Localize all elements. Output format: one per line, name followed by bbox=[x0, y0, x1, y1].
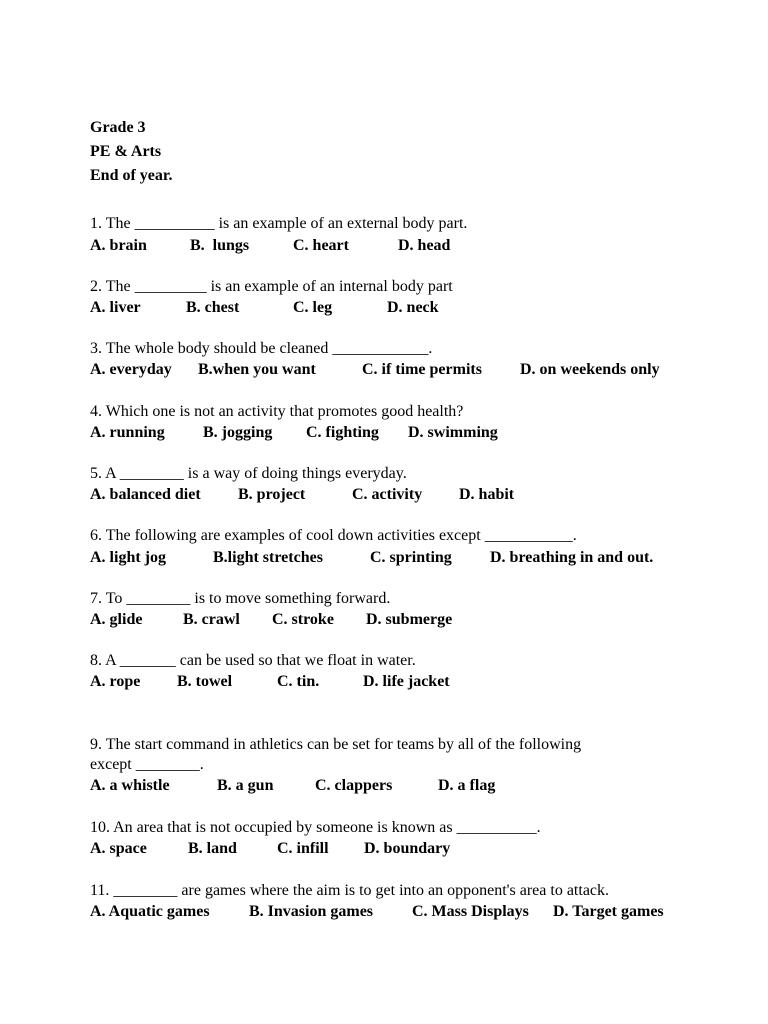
question-7-option-a: A. glide bbox=[90, 611, 143, 628]
question-10-text: 10. An area that is not occupied by someone is known as __________. bbox=[90, 819, 541, 836]
question-2-text: 2. The _________ is an example of an internal body part bbox=[90, 278, 453, 295]
question-3-option-c: C. if time permits bbox=[362, 361, 482, 378]
question-9-option-d: D. a flag bbox=[438, 777, 496, 794]
question-8-option-d: D. life jacket bbox=[363, 673, 450, 690]
question-3-text: 3. The whole body should be cleaned ____________. bbox=[90, 340, 433, 357]
question-4-option-a: A. running bbox=[90, 424, 165, 441]
question-7-text: 7. To ________ is to move something forward. bbox=[90, 590, 391, 607]
question-5-text: 5. A ________ is a way of doing things everyday. bbox=[90, 465, 407, 482]
question-6-option-a: A. light jog bbox=[90, 549, 166, 566]
question-2-option-a: A. liver bbox=[90, 299, 141, 316]
question-2-option-b: B. chest bbox=[186, 299, 240, 316]
grade-heading: Grade 3 bbox=[90, 119, 146, 136]
question-9-option-a: A. a whistle bbox=[90, 777, 170, 794]
question-7-option-b: B. crawl bbox=[183, 611, 240, 628]
question-11-option-d: D. Target games bbox=[553, 903, 664, 920]
question-11-option-b: B. Invasion games bbox=[249, 903, 374, 920]
question-8-option-c: C. tin. bbox=[277, 673, 320, 690]
question-10-option-a: A. space bbox=[90, 840, 147, 857]
question-11-option-c: C. Mass Displays bbox=[412, 903, 529, 920]
question-6-text: 6. The following are examples of cool down activities except ___________. bbox=[90, 527, 577, 544]
question-9-text-continued: except ________. bbox=[90, 756, 204, 773]
question-10-option-d: D. boundary bbox=[364, 840, 451, 857]
question-8-text: 8. A _______ can be used so that we float in water. bbox=[90, 652, 416, 669]
question-7-option-c: C. stroke bbox=[272, 611, 334, 628]
question-11-text: 11. ________ are games where the aim is to get into an opponent's area to attack. bbox=[90, 882, 610, 899]
question-4-text: 4. Which one is not an activity that promotes good health? bbox=[90, 403, 464, 420]
question-2-option-d: D. neck bbox=[387, 299, 439, 316]
question-4-option-d: D. swimming bbox=[408, 424, 498, 441]
question-1-text: 1. The __________ is an example of an external body part. bbox=[90, 215, 468, 232]
question-9-option-b: B. a gun bbox=[217, 777, 274, 794]
question-8-option-a: A. rope bbox=[90, 673, 141, 690]
question-9-text: 9. The start command in athletics can be set for teams by all of the following bbox=[90, 736, 582, 753]
question-6-option-c: C. sprinting bbox=[370, 549, 452, 566]
question-5-option-c: C. activity bbox=[352, 486, 423, 503]
question-10-option-b: B. land bbox=[188, 840, 237, 857]
question-2-option-c: C. leg bbox=[293, 299, 333, 316]
question-1-option-a: A. brain bbox=[90, 237, 147, 254]
question-3-option-d: D. on weekends only bbox=[520, 361, 660, 378]
question-6-option-b: B.light stretches bbox=[213, 549, 323, 566]
question-10-option-c: C. infill bbox=[277, 840, 329, 857]
question-5-option-b: B. project bbox=[238, 486, 306, 503]
question-7-option-d: D. submerge bbox=[366, 611, 453, 628]
question-5-option-a: A. balanced diet bbox=[90, 486, 201, 503]
question-8-option-b: B. towel bbox=[177, 673, 233, 690]
question-1-option-b: B. lungs bbox=[190, 237, 250, 254]
subject-heading: PE & Arts bbox=[90, 143, 162, 160]
question-5-option-d: D. habit bbox=[459, 486, 515, 503]
question-1-option-c: C. heart bbox=[293, 237, 349, 254]
question-4-option-b: B. jogging bbox=[203, 424, 273, 441]
question-9-option-c: C. clappers bbox=[315, 777, 393, 794]
term-heading: End of year. bbox=[90, 167, 173, 184]
question-1-option-d: D. head bbox=[398, 237, 451, 254]
question-6-option-d: D. breathing in and out. bbox=[490, 549, 654, 566]
question-4-option-c: C. fighting bbox=[306, 424, 379, 441]
question-3-option-a: A. everyday bbox=[90, 361, 172, 378]
question-11-option-a: A. Aquatic games bbox=[90, 903, 210, 920]
question-3-option-b: B.when you want bbox=[198, 361, 316, 378]
